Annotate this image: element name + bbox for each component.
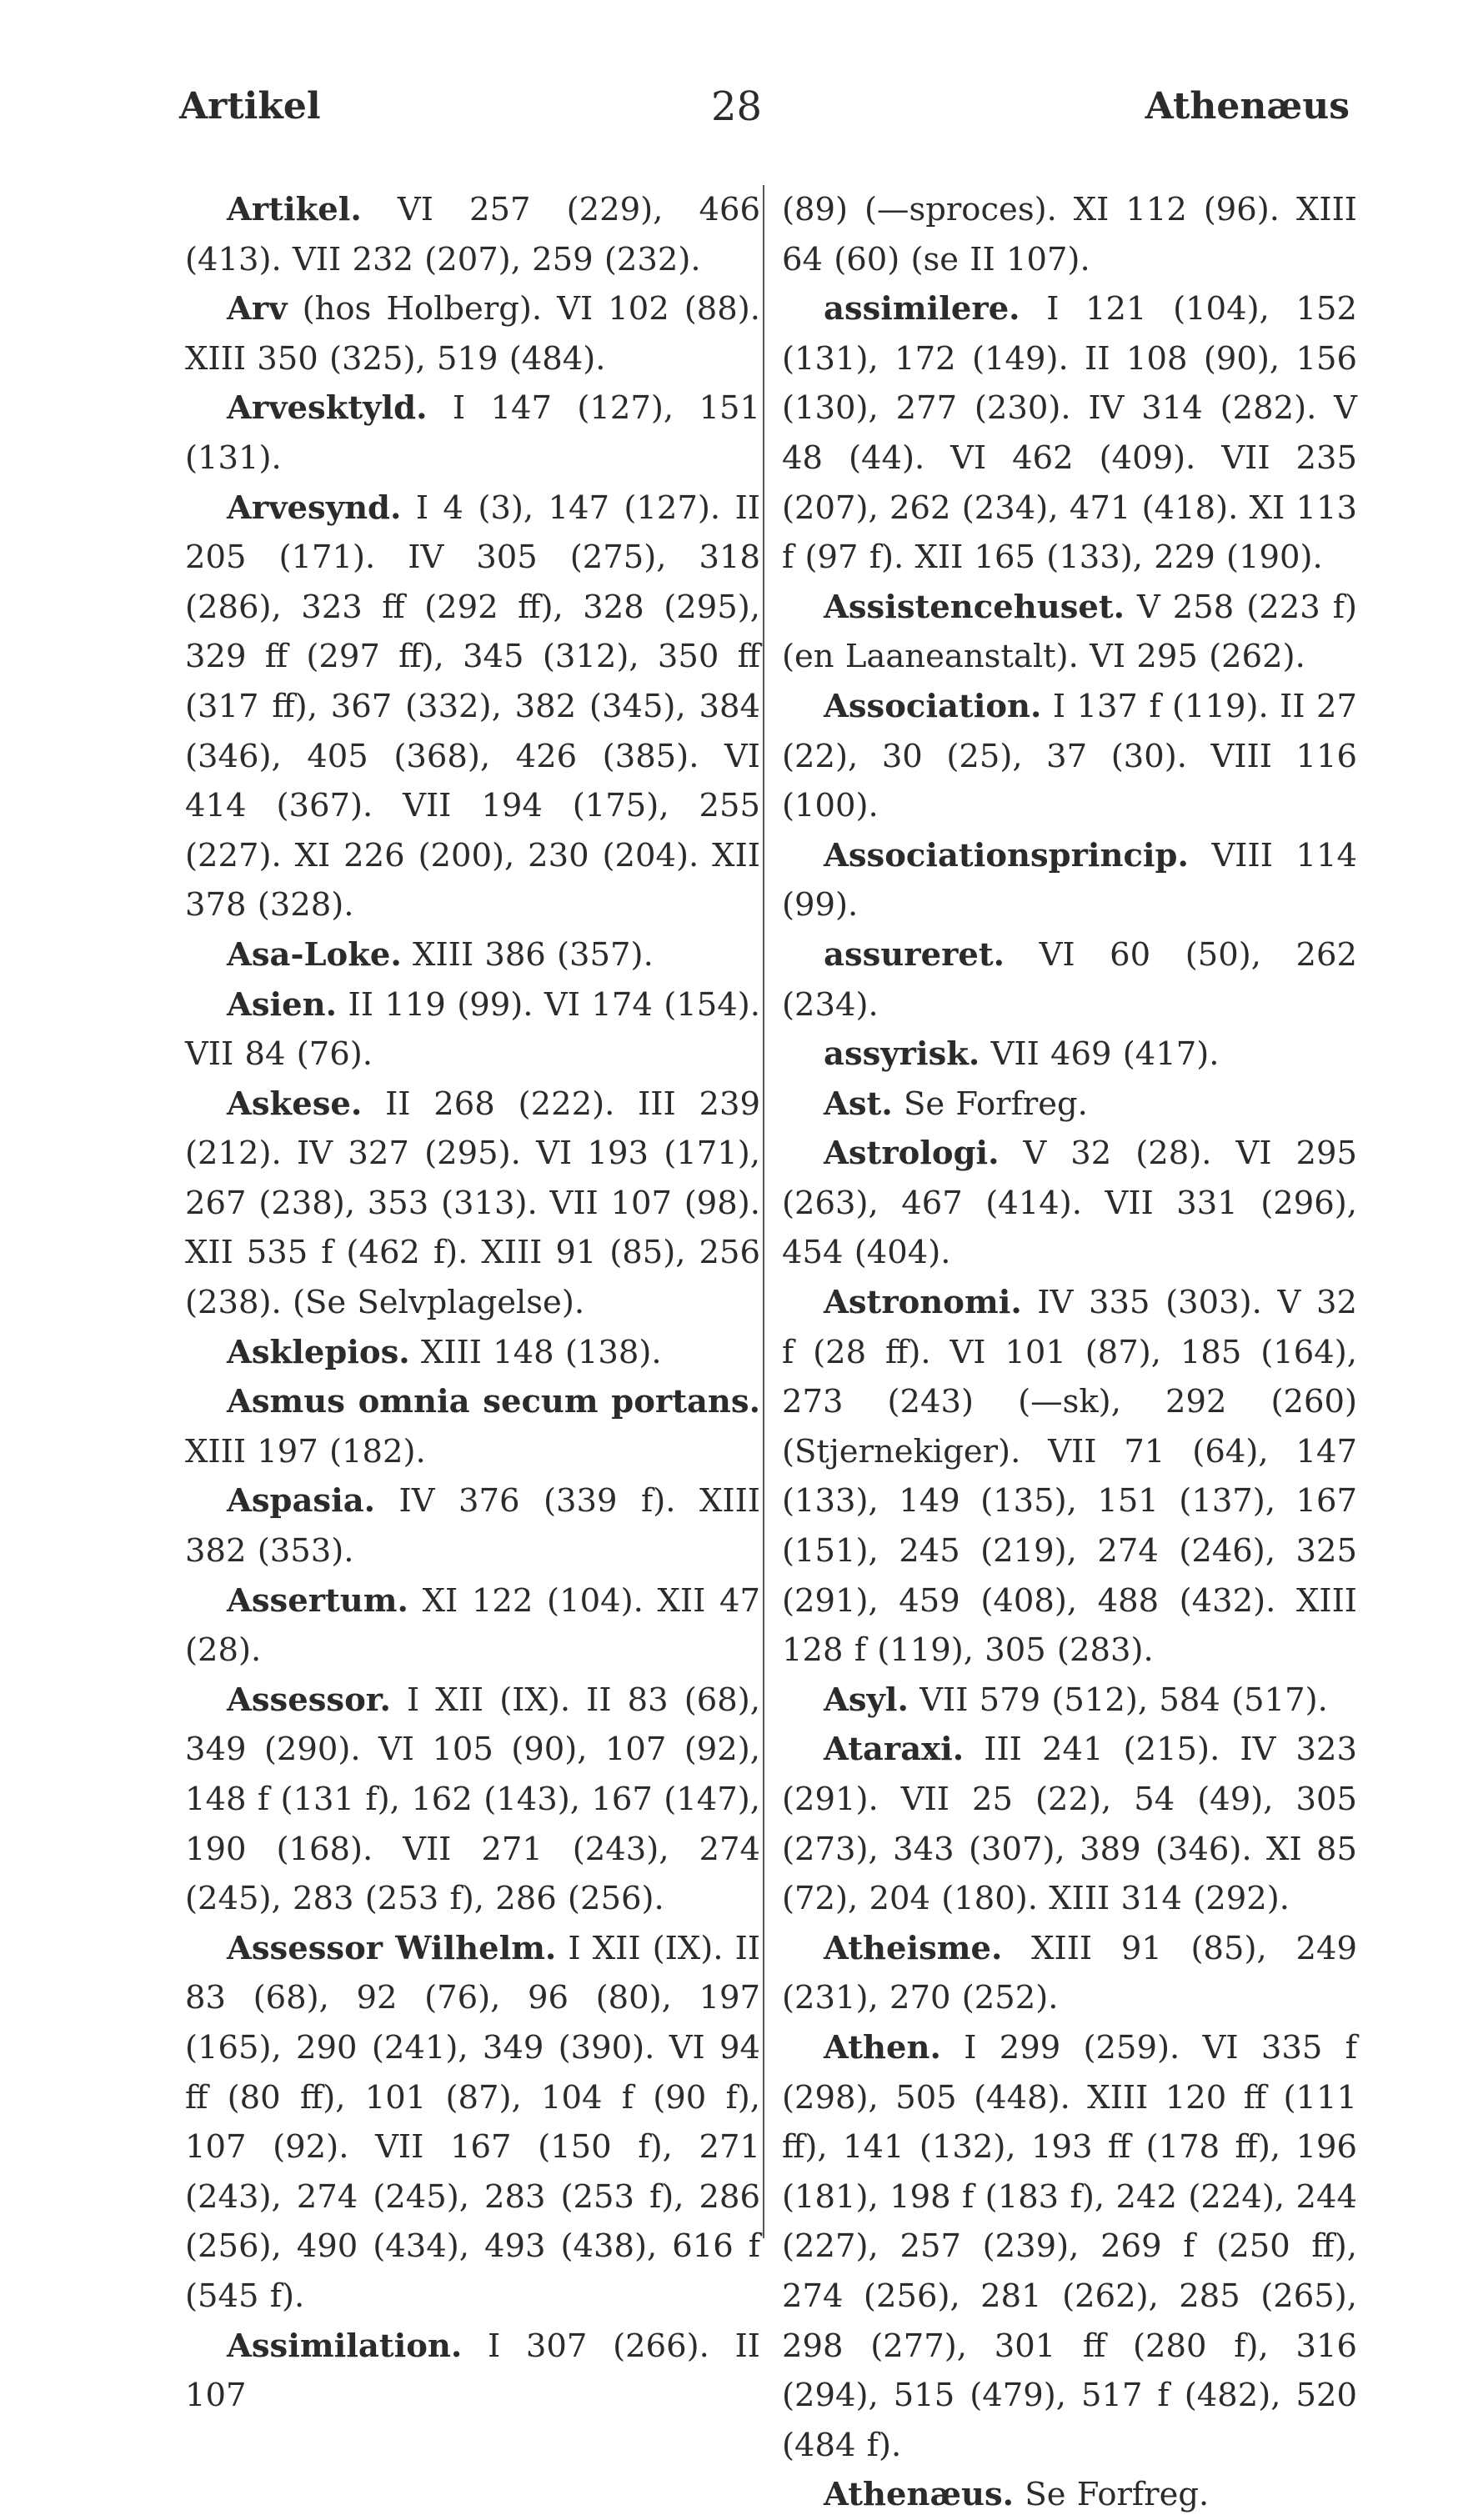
index-entry: [185, 483, 760, 930]
index-entry: [782, 930, 1357, 1030]
index-headword: Assistencehuset.: [824, 588, 1125, 626]
index-headword: Assessor.: [227, 1681, 391, 1719]
index-entry: [185, 1080, 760, 1328]
index-entry: [185, 1328, 760, 1378]
index-headword: Arvesynd.: [227, 488, 402, 527]
index-references: I 307 (266). II 107: [185, 2327, 760, 2415]
index-headword: Askese.: [227, 1085, 363, 1123]
index-headword: Assertum.: [227, 1581, 408, 1620]
index-headword: Asien.: [227, 985, 338, 1024]
index-entry: [185, 1476, 760, 1576]
index-references: VII 579 (512), 584 (517).: [919, 1681, 1328, 1719]
index-headword: Asklepios.: [227, 1333, 410, 1371]
index-headword: Association.: [824, 687, 1042, 725]
index-references: XIII 148 (138).: [420, 1333, 662, 1371]
index-entry: [782, 284, 1357, 583]
index-references: I 299 (259). VI 335 f (298), 505 (448). XIII 120 ff (111 ff), 141 (132), 193 ff (178 ff), 196 (181), 198 f (183 f), 242 (224), 244 (227), 257 (239), 269 f (250 ff), 274 (256), 281 (262), 285 (265), 298 (277), 301 ff (280 f), 316 (294), 515 (479), 517 f (482), 520 (484 f).: [782, 2028, 1357, 2464]
index-entry: [782, 1080, 1357, 1130]
index-column-left: [185, 185, 760, 2421]
index-headword: assimilere.: [824, 290, 1020, 328]
index-headword: Assimilation.: [227, 2327, 463, 2365]
index-references: II 119 (99). VI 174 (154). VII 84 (76).: [185, 985, 760, 1074]
index-references: XIII 91 (85), 249 (231), 270 (252).: [782, 1929, 1357, 2017]
index-entry: [782, 1278, 1357, 1676]
index-column-right: [782, 185, 1357, 2520]
index-references: XI 122 (104). XII 47 (28).: [185, 1581, 760, 1670]
index-headword: Astronomi.: [824, 1284, 1022, 1322]
running-head-right: Athenæus: [1145, 85, 1350, 128]
index-entry: [185, 383, 760, 483]
index-entry: [185, 1924, 760, 2322]
index-references: IV 376 (339 f). XIII 382 (353).: [185, 1482, 760, 1571]
index-headword: Astrologi.: [824, 1135, 1000, 1173]
index-entry: [185, 1377, 760, 1476]
index-entry: [782, 682, 1357, 831]
index-references: III 241 (215). IV 323 (291). VII 25 (22), 54 (49), 305 (273), 343 (307), 389 (346). XI 85 (72), 204 (180). XIII 314 (292).: [782, 1731, 1357, 1918]
index-entry: [185, 980, 760, 1080]
index-references: VIII 114 (99).: [782, 836, 1357, 924]
index-entry: [185, 284, 760, 383]
index-headword: Artikel.: [227, 191, 362, 228]
column-divider: [763, 185, 764, 2238]
index-entry: [782, 1725, 1357, 1923]
page-number: 28: [710, 83, 763, 130]
index-headword: Athenæus.: [824, 2476, 1015, 2514]
index-headword: Aspasia.: [227, 1482, 376, 1521]
index-references: VI 60 (50), 262 (234).: [782, 935, 1357, 1024]
index-headword: assyrisk.: [824, 1035, 980, 1074]
index-references: I 137 f (119). II 27 (22), 30 (25), 37 (30). VIII 116 (100).: [782, 687, 1357, 825]
index-headword: Assessor Wilhelm.: [227, 1929, 557, 1967]
index-references: Se Forfreg.: [1025, 2476, 1210, 2514]
index-references: IV 335 (303). V 32 f (28 ff). VI 101 (87), 185 (164), 273 (243) (—sk), 292 (260) (Stjernekiger). VII 71 (64), 147 (133), 149 (135), 151 (137), 167 (151), 245 (219), 274 (246), 325 (291), 459 (408), 488 (432). XIII 128 f (119), 305 (283).: [782, 1284, 1357, 1670]
index-references: I 147 (127), 151 (131).: [185, 389, 760, 477]
index-references: V 32 (28). VI 295 (263), 467 (414). VII 331 (296), 454 (404).: [782, 1135, 1357, 1272]
index-headword: Arvesktyld.: [227, 389, 428, 428]
index-references: Se Forfreg.: [903, 1085, 1088, 1123]
index-headword: Atheisme.: [824, 1929, 1003, 1967]
index-references: II 268 (222). III 239 (212). IV 327 (295). VI 193 (171), 267 (238), 353 (313). VII 107 (98). XII 535 f (462 f). XIII 91 (85), 256 (238). (Se Selvplagelse).: [185, 1085, 760, 1322]
index-references: XIII 197 (182).: [185, 1432, 426, 1470]
index-headword: assureret.: [824, 935, 1005, 974]
index-entry: [782, 2023, 1357, 2470]
index-entry: [185, 1676, 760, 1924]
running-head-left: Artikel: [179, 85, 321, 128]
index-headword: Associationsprincip.: [824, 836, 1189, 874]
index-headword: Asa-Loke.: [227, 935, 402, 974]
index-references: I 4 (3), 147 (127). II 205 (171). IV 305 (275), 318 (286), 323 ff (292 ff), 328 (295), 329 ff (297 ff), 345 (312), 350 ff (317 ff), 367 (332), 382 (345), 384 (346), 405 (368), 426 (385). VI 414 (367). VII 194 (175), 255 (227). XI 226 (200), 230 (204). XII 378 (328).: [185, 488, 760, 924]
index-references: I XII (IX). II 83 (68), 349 (290). VI 105 (90), 107 (92), 148 f (131 f), 162 (143), 167 (147), 190 (168). VII 271 (243), 274 (245), 283 (253 f), 286 (256).: [185, 1681, 760, 1918]
index-headword: Ataraxi.: [824, 1731, 964, 1769]
index-references: (hos Holberg). VI 102 (88). XIII 350 (325), 519 (484).: [185, 290, 760, 378]
index-entry: [782, 583, 1357, 682]
index-references: VI 257 (229), 466 (413). VII 232 (207), 259 (232).: [185, 191, 760, 278]
index-headword: Ast.: [824, 1085, 893, 1123]
index-entry: [782, 2470, 1357, 2520]
index-references: (89) (—sproces). XI 112 (96). XIII 64 (60) (se II 107).: [782, 191, 1357, 278]
index-entry: [782, 1924, 1357, 2023]
index-references: I 121 (104), 152 (131), 172 (149). II 108 (90), 156 (130), 277 (230). IV 314 (282). V 48 (44). VI 462 (409). VII 235 (207), 262 (234), 471 (418). XI 113 f (97 f). XII 165 (133), 229 (190).: [782, 290, 1357, 577]
index-entry: [185, 2322, 760, 2421]
index-references: I XII (IX). II 83 (68), 92 (76), 96 (80), 197 (165), 290 (241), 349 (390). VI 94 ff (80 ff), 101 (87), 104 f (90 f), 107 (92). VII 167 (150 f), 271 (243), 274 (245), 283 (253 f), 286 (256), 490 (434), 493 (438), 616 f (545 f).: [185, 1929, 760, 2315]
index-entry: [782, 831, 1357, 930]
index-headword: Athen.: [824, 2028, 941, 2067]
index-entry: [782, 1676, 1357, 1726]
index-headword: Asmus omnia secum portans.: [227, 1383, 760, 1421]
index-entry: [782, 1030, 1357, 1080]
index-references: V 258 (223 f) (en Laaneanstalt). VI 295 (262).: [782, 588, 1357, 676]
index-entry: [185, 185, 760, 284]
index-references: XIII 386 (357).: [413, 935, 654, 974]
index-entry: [185, 1576, 760, 1676]
index-entry: [185, 930, 760, 980]
index-headword: Arv: [227, 290, 288, 328]
index-references: VII 469 (417).: [990, 1035, 1220, 1074]
index-headword: Asyl.: [824, 1681, 909, 1719]
index-entry: [782, 185, 1357, 284]
index-entry: [782, 1129, 1357, 1278]
